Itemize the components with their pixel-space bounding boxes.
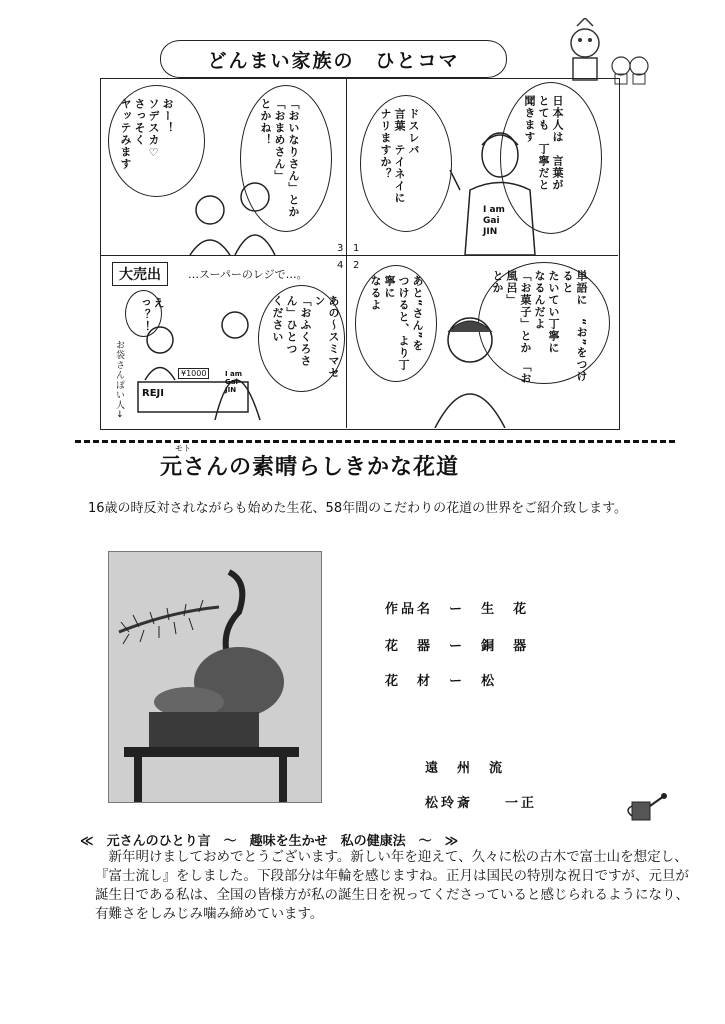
speech-text: あの～スミマセン 「おふくろさん」ひとつ ください — [271, 295, 340, 379]
side-label: お袋さんぽい人→ — [114, 340, 124, 419]
speech-text: あと“さん”を つけると、より丁寧に なるよ — [369, 275, 424, 371]
speech-text: 「おいなりさん」とか 「おまめさん」 とかね！ — [259, 98, 300, 218]
intro-text: 16歳の時反対されながらも始めた生花、58年間のこだわりの花道の世界をご紹介致します。 — [88, 501, 628, 516]
shirt-text: I am Gai JIN — [225, 370, 243, 394]
speech-text: 日本人は 言葉が とても 丁寧だと 聞きます — [523, 95, 564, 191]
price-tag: ¥1000 — [178, 368, 209, 379]
register-label: REJI — [142, 388, 164, 399]
comic-title: どんまい家族の ひとコマ — [160, 40, 507, 78]
store-scene-icon — [130, 300, 290, 428]
panel-caption: …スーパーのレジで…。 — [188, 268, 308, 281]
sale-sign: 大売出 — [112, 262, 168, 286]
speech-text: ドスレバ 言葉 テイネイに ナリますか？ — [379, 108, 420, 204]
school-name: 遠 州 流 — [425, 761, 506, 776]
detail-row: 作品名 ー 生 花 — [385, 602, 530, 617]
section-divider — [75, 440, 675, 443]
heading-ruby: モト — [175, 444, 191, 453]
panel-number: 1 — [353, 243, 360, 254]
panel-number: 2 — [353, 260, 360, 271]
section-heading: 元さんの素晴らしきかな花道 — [160, 455, 460, 480]
watering-can-icon — [622, 790, 667, 825]
detail-row: 花 材 ー 松 — [385, 674, 498, 689]
speech-text: えっ？！ — [138, 297, 165, 333]
shirt-text: I am Gai JIN — [483, 205, 505, 237]
column-subheading: ≪ 元さんのひとり言 ～ 趣味を生かせ 私の健康法 ～ ≫ — [80, 834, 459, 849]
detail-row: 花 器 ー 銅 器 — [385, 639, 530, 654]
panel-number: 4 — [337, 260, 344, 271]
comic-divider-horizontal — [100, 255, 618, 256]
artist-name: 松玲斎 一正 — [425, 796, 538, 811]
comic-divider-vertical — [346, 78, 347, 428]
panel-number: 3 — [337, 243, 344, 254]
speech-text: 単語に “お”をつけると たいてい丁寧に なるんだよ 「お菓子」とか 「お風呂」 とか — [491, 270, 588, 385]
mother-character-icon — [420, 310, 520, 428]
speech-text: おー！ ソデスカ♡ さっそく ヤッテみます — [119, 98, 174, 170]
column-body: 新年明けましておめでとうございます。新しい年を迎えて、久々に松の古木で富士山を想定し、『富士流し』をしました。下段部分は年輪を感じますね。正月は国民の特別な祝日ですが、元旦が誕生日である私は、全国の皆様方が私の誕生日を祝ってくださっていると感じられるようになり、有難さをしみじみ噛み締めています。 — [95, 849, 689, 922]
family-characters-icon — [180, 175, 330, 255]
ikebana-photo — [108, 551, 322, 803]
